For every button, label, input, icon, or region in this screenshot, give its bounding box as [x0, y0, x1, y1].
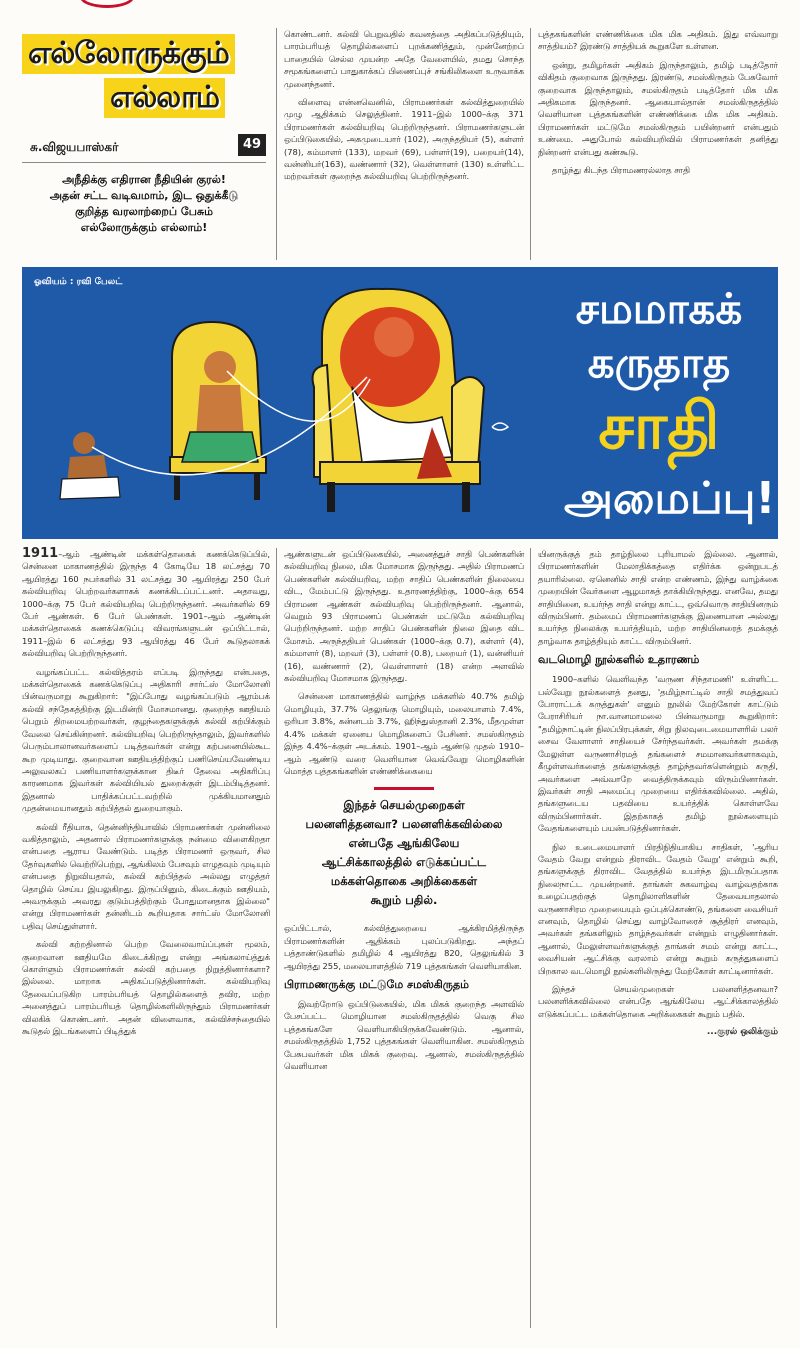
paragraph: இவற்றோடு ஒப்பிடுகையில், மிக மிகக் குறைந்த அளவில் பேசப்பட்ட மொழியான சமஸ்கிருதத்தில் வெகு சில புத்தகங்களே வெளியாகியிருக்கவேண்டும். ஆனால், சமஸ்கிருதத்தில் 1,752 புத்தகங்கள் வெளியாகின. சமஸ்கிருதம் பேசுபவர்கள் மிக மிகக் குறைவு. ஆனால், சமஸ்கிருதத்தில் வெளியான [284, 998, 524, 1071]
bottom-column-2 [284, 548, 524, 1078]
pull-quote [284, 787, 524, 910]
bottom-column-3 [538, 548, 778, 1039]
logo-line-2: எல்லாம் [104, 78, 225, 118]
lead-year: 1911 [22, 546, 59, 561]
paragraph: ஒன்று, தமிழர்கள் அதிகம் இருந்தாலும், தமிழ் படித்தோர் விகிதம் குறைவாக இருந்தது. இரண்டு, சமஸ்கிருதம் பேசுவோர் குறைவாக இருந்தாலும், சமஸ்கிருதம் படித்தோர் மிக மிக அதிகமாக இருந்தனர். ஆகையால்தான் சமஸ்கிருதத்தில் வெளியான புத்தகங்களின் எண்ணிக்கை மிக மிக அதிகம். பிராமணர்கள் மட்டுமே சமஸ்கிருதம் பயின்றனர் என்பதும் உண்மை. அதுபோல் கல்வியறிவில் பிராமணர்கள் தனித்து நின்றனர் என்பது கண்கூடு. [538, 59, 778, 157]
pull-quote-line: என்பதே ஆங்கிலேய [348, 836, 460, 851]
masthead-fragment [80, 0, 134, 8]
paragraph: இந்தச் செயல்முறைகள் பலனளித்தனவா? பலனளிக்கவில்லை என்பதே ஆங்கிலேய ஆட்சிக்காலத்தில் எடுக்கப்பட்ட மக்கள்தொகை அறிக்கைகள் கூறும் பதில். [538, 984, 778, 1019]
logo-line-1: எல்லோருக்கும் [22, 34, 235, 74]
pull-quote-line: பலனளித்தனவா? பலனளிக்கவில்லை [305, 817, 503, 832]
intro-line: அதன் சட்ட வடிவமாம், இட ஒதுக்கீடு [49, 189, 239, 202]
paragraph: கல்வி ரீதியாக, தென்னிந்தியாவில் பிராமணர்கள் முன்னிலை வகித்தாலும், அதனால் பிராமணர்களுக்கு நன்மை விளைகிறதா என்பதை ஆராய வேண்டும். படித்த பிராமணர் ஒருவர், சில தேர்வுகளில் வெற்றிபெற்று, ஆங்கிலம் பேசவும் எழுதவும் முடியும் என்பதை நிறுவியதால், கல்வி கற்பித்தல் அல்லது எழுத்தர் தொழில் செய்ய இயலுகிறது. இருப்பினும், கிடைக்கும் ஊதியம், அவருக்கும் அவரது குடும்பத்திற்கும் போதுமானதாக இல்லை" என்று பிராமணர்கள் தன்னிடம் கூறியதாக சார்ட்ஸ் மோலோனி பதிவு செய்துள்ளார். [22, 821, 270, 931]
paragraph: யினருக்குத் தம் தாழ்நிலை புரியாமல் இல்லை. ஆனால், பிராமணர்களின் மேலாதிக்கத்தை எதிர்க்க ஒன்றுபடத் தயாரில்லை. ஏனெனில் சாதி என்ற எண்ணம், இந்து வாழ்க்கை முறையின் வேர்களை ஆழமாகத் தாக்கியிருந்தது. எனவே, தமது சாதியினை, உயர்ந்த சாதி என்று காட்ட, ஒவ்வொரு சாதியினரும் விரும்பினர். தம்மைப் பிராமணர்களுக்கு இணையான அல்லது உயர்ந்த நிலைக்கு உயர்த்தியும், மற்ற சாதியினரைத் தமக்குத் தாழ்வாக தாழ்த்தியும் காட்ட விரும்பினர். [538, 549, 778, 646]
bottom-column-1 [22, 548, 270, 1043]
lead-paragraph [22, 548, 270, 660]
intro-line: அநீதிக்கு எதிரான நீதியின் குரல்! [62, 173, 226, 186]
intro-line: எல்லோருக்கும் எல்லாம்! [80, 221, 208, 234]
banner-title-line-1: சமமாகக் [575, 284, 743, 333]
paragraph: கொண்டனர். கல்வி பெறுவதில் கவனத்தை அதிகப்படுத்தியும், பாரம்பரியத் தொழில்களைப் புறக்கணித்தும், முன்னேற்றப் பாதையில் செல்ல முயன்ற அதே வேளையில், தமது சொந்த சமூகங்களைப் பாதுகாக்கப் பிணைப்புச் சங்கிலிகளை உருவாக்க முனைந்தனர். [284, 29, 524, 89]
author-name: சு.விஜயபாஸ்கர் [30, 140, 119, 154]
illustrator-credit: ஓவியம் : ரவி பேலட் [34, 277, 123, 287]
paragraph: விளைவு என்னவெனில், பிராமணர்கள் கல்வித்துறையில் முழு ஆதிக்கம் செலுத்தினர். 1911–இல் 1000–க்கு 371 பிராமணர்கள் கல்வியறிவு பெற்றிருந்தனர். பிராமணர்களுடன் ஒப்பிடுகையில், அகமுடையார் (102), அருந்ததியர் (5), கள்ளர் (78), கம்மாளர் (133), மறவர் (69), பள்ளர்(19), பறையர்(14), வன்னியர்(163), வண்ணார் (32), வெள்ளாளர் (130) உள்ளிட்ட மற்றவர்கள் குறைந்த கல்வியறிவு பெற்றிருந்தனர். [284, 97, 524, 182]
series-logo [22, 34, 262, 118]
paragraph: சென்னை மாகாணத்தில் வாழ்ந்த மக்களில் 40.7% தமிழ் மொழியும், 37.7% தெலுங்கு மொழியும், மலையாளம் 7.4%, ஒரியா 3.8%, கன்னடம் 3.7%, ஹிந்துஸ்தானி 2.3%, மீதமுள்ள 4.4% மக்கள் ஏனைய மொழிகளைப் பேசினர். சமஸ்கிருதம் இந்த 4.4%–க்குள் அடக்கம். 1901–ஆம் ஆண்டு முதல் 1910–ஆம் ஆண்டு வரை வெளியான வெவ்வேறு மொழிகளின் மொத்த புத்தகங்களின் எண்ணிக்கையை [284, 691, 524, 776]
paragraph: கல்வி கற்றதினால் பெற்ற வேலைவாய்ப்புகள் மூலம், குறைவான ஊதியமே கிடைக்கிறது என்று அங்கலாய்த்துக் கொள்ளும் பிராமணர்கள் கல்வி கற்பதை நிறுத்தினார்களா? இல்லை. மாறாக அதிகப்படுத்தினார்கள். கல்வியறிவு தேவைப்படுகிற பாரம்பரியத் தொழில்களைத் தவிர, மற்ற அனைத்துப் பாரம்பரியத் தொழில்களிலிருந்தும் பிராமணர்கள் விலகிக் கொண்டனர். அதன் விளைவாக, கல்விச்சந்தையில் கூடுதல் இடங்களைப் பிடித்துக் [22, 939, 270, 1037]
banner-title-line-2: கருதாத [587, 338, 731, 387]
paragraph: வழங்கப்பட்ட கல்வித்தரம் எப்படி இருந்தது என்பதை, மக்கள்தொகைக் கணக்கெடுப்பு அதிகாரி சார்ட்ஸ் மோலோனி பின்வருமாறு கூறுகிறார்: "இப்போது வழங்கப்படும் ஆரம்பக் கல்வி சந்தேகத்திற்கு இடமின்றி மோசமானது. குறைந்த ஊதியம் பெறும் திறமையற்றவர்கள், குழந்தைகளுக்குக் கல்வி கற்பிக்கும் வேலை செய்கின்றனர். கல்வியறிவு பெற்றிருந்தாலும், இவர்களில் பெரும்பாலானவர்களைப் படித்தவர்கள் என்று கற்பனையில்கூட கூற முடியாது. குறைவான ஊதியத்திற்குப் பணிசெய்யவேண்டிய அலுவலகப் பணியாளர்களுக்கான திடீர் தேவை அதிகரிப்பு காரணமாக இவர்கள் கல்வியியல் துறைக்குள் இடம்பிடித்தனர். இதனால் பாதிக்கப்பட்டவற்றில் முக்கியமானதும் முதன்மையானதும் கற்பித்தல் துறையாகும். [22, 666, 270, 814]
paragraph: ஒப்பிட்டால், கல்வித்துறையை ஆக்கிரமித்திருந்த பிராமணர்களின் ஆதிக்கம் புலப்படுகிறது. அந்தப் பத்தாண்டுகளில் தமிழில் 4 ஆயிரத்து 820, தெலுங்கில் 3 ஆயிரத்து 255, மலையாளத்தில் 719 புத்தகங்கள் வெளியாகின. [284, 923, 524, 971]
banner-title-line-3: சாதி [598, 390, 720, 464]
paragraph: 1900–களில் வெளிவந்த 'வருண சிந்தாமணி' உள்ளிட்ட பல்வேறு நூல்களைத் தனது, 'தமிழ்நாட்டில் சாதி சமத்துவப் போராட்டக் கருத்துகள்' எனும் நூலில் மேற்கோள் காட்டும் பேராசிரியர் நா.வானமாமலை பின்வருமாறு கூறுகிறார்: "தமிழ்நாட்டின் நிலப்பிரபுக்கள், சிறு நிலவுடைமையாளரில் பலர் சைவ வேளாளர் சாதியைச் சேர்ந்தவர்கள். அவர்கள் தமக்கு மேலுள்ள வருணாசிரமத் தங்களைச் சமமானவர்களாகவும், கீழுள்ளவர்களைத் தங்களுக்குத் தாழ்ந்தவர்களென்றும் கருதி, அவர்களை அவ்வாறே வைத்திருக்கவும் விரும்பினார்கள். இவர்கள் சாதி அமைப்பு முறையை எதிர்க்கவில்லை. அதில், தங்களுடைய பதவியை உயர்த்திக் கொள்ளவே விரும்பினார்கள். இதற்காகத் தமிழ் நூல்களையும் வேதங்களையும் பயன்படுத்தினார்கள். [538, 674, 778, 834]
header-rule [22, 162, 266, 163]
pull-quote-line: மக்கள்தொகை அறிக்கைகள் [330, 874, 478, 889]
intro-blurb [22, 172, 266, 236]
pull-quote-line: ஆட்சிக்காலத்தில் எடுக்கப்பட்ட [321, 855, 487, 870]
section-heading: வடமொழி நூல்களில் உதாரணம் [538, 653, 700, 667]
paragraph: ஆண்களுடன் ஒப்பிடுகையில், அனைத்துச் சாதி பெண்களின் கல்வியறிவு நிலை, மிக மோசமாக இருந்தது. அதில் பிராமணப் பெண்களின் கல்வியறிவு, மற்ற சாதிப் பெண்களின் நிலையை விட, மேம்பட்டு இருந்தது. உதாரணத்திற்கு, 1000–க்கு 654 பிராமண ஆண்கள் கல்வியறிவு பெற்றிருந்தனர். ஆனால், வெறும் 93 பிராமணப் பெண்கள் மட்டுமே கல்வியறிவு பெற்றிருந்தனர். மற்ற சாதிப் பெண்களின் நிலை இதை விட மோசம். அருந்ததியர் பெண்கள் (1000–க்கு 0.7), கள்ளர் (4), கம்மாளர் (8), மறவர் (3), பள்ளர் (0.8), பறையர் (1), வன்னியர் (16), வண்ணார் (2), வெள்ளாளர் (18) என்ற அளவில் கல்வியறிவு மோசமாக இருந்தது. [284, 549, 524, 684]
intro-line: குறித்த வரலாற்றைப் பேசும் [75, 205, 213, 218]
pull-quote-line: இந்தச் செயல்முறைகள் [343, 798, 465, 813]
issue-number: 49 [238, 134, 266, 156]
top-column-2 [284, 28, 524, 189]
pull-quote-rule [374, 787, 434, 790]
paragraph: நில உடைமையாளர் பிரதிநிதியாகிய சாதிகள், 'ஆரிய வேதம் வேறு என்றும் திராவிட வேதம் வேறு' என்றும் கூறி, தங்களுக்குத் திராவிட வேதத்தில் உயர்ந்த இடமிருப்பதாக நிலைநாட்ட முயன்றனர். தாங்கள் சுகவாழ்வு வாழ்வதற்காக உழைப்பதற்குத் தொழிலாளிகளின் தேவையாதலால் வருணாசிரம முறையையும் ஒப்புக்கொண்டு, தங்களை வைசியர் எனவும், தொழில் செய்து வாழ்வோரைச் சூத்திரர் எனவும், அவர்கள் தங்களிலும் தாழ்ந்தவர்கள் என்றும் எழுதினார்கள். ஆனால், மேலுள்ளவர்களுக்குத் தாங்கள் சமம் என்று காட்ட, வைசியன் ஆட்சிக்கு வரலாம் என்று கூறும் கருத்துகளைப் பிறகால வடமொழி நூல்களிலிருந்து மேற்கோள் காட்டினார்கள். [538, 841, 778, 976]
section-heading: பிராமணருக்கு மட்டுமே சமஸ்கிருதம் [284, 977, 469, 991]
feature-illustration-banner [22, 267, 778, 539]
top-column-3 [538, 28, 778, 182]
caste-hierarchy-illustration [22, 267, 522, 539]
paragraph: தாழ்ந்து கிடந்த பிராமணரல்லாத சாதி [552, 165, 690, 176]
paragraph: புத்தகங்களின் எண்ணிக்கை மிக மிக அதிகம். இது எவ்வாறு சாத்தியம்? இரண்டு சாத்தியக் கூறுகளே உள்ளன. [538, 29, 778, 52]
banner-title-line-4: அமைப்பு! [564, 473, 776, 524]
continued-marker: ...குரல் ஒலிக்கும் [706, 1027, 778, 1038]
lead-text: –ஆம் ஆண்டின் மக்கள்தொகைக் கணக்கெடுப்பில், சென்னை மாகாணத்தில் இருந்த 4 கோடியே 18 லட்சத்து 70 ஆயிரத்து 160 நபர்களில் 31 லட்சத்து 30 ஆயிரத்து 250 பேர் கல்வியறிவு பெற்றவர்களாகக் கணக்கிடப்பட்டனர். அதாவது, 1000–க்கு 75 பேர் கல்வியறிவு பெற்றிருந்தனர். அவர்களில் 69 பேர் ஆண்கள். 6 பேர் பெண்கள். 1901–ஆம் ஆண்டின் மக்கள்தொகைக் கணக்கெடுப்பு விவரங்களுடன் ஒப்பிட்டால், 1911–இல் 6 லட்சத்து 93 ஆயிரத்து 46 பேர் கூடுதலாகக் கல்வியறிவு பெற்றிருந்தனர். [22, 549, 270, 659]
pull-quote-line: கூறும் பதில். [370, 893, 438, 908]
